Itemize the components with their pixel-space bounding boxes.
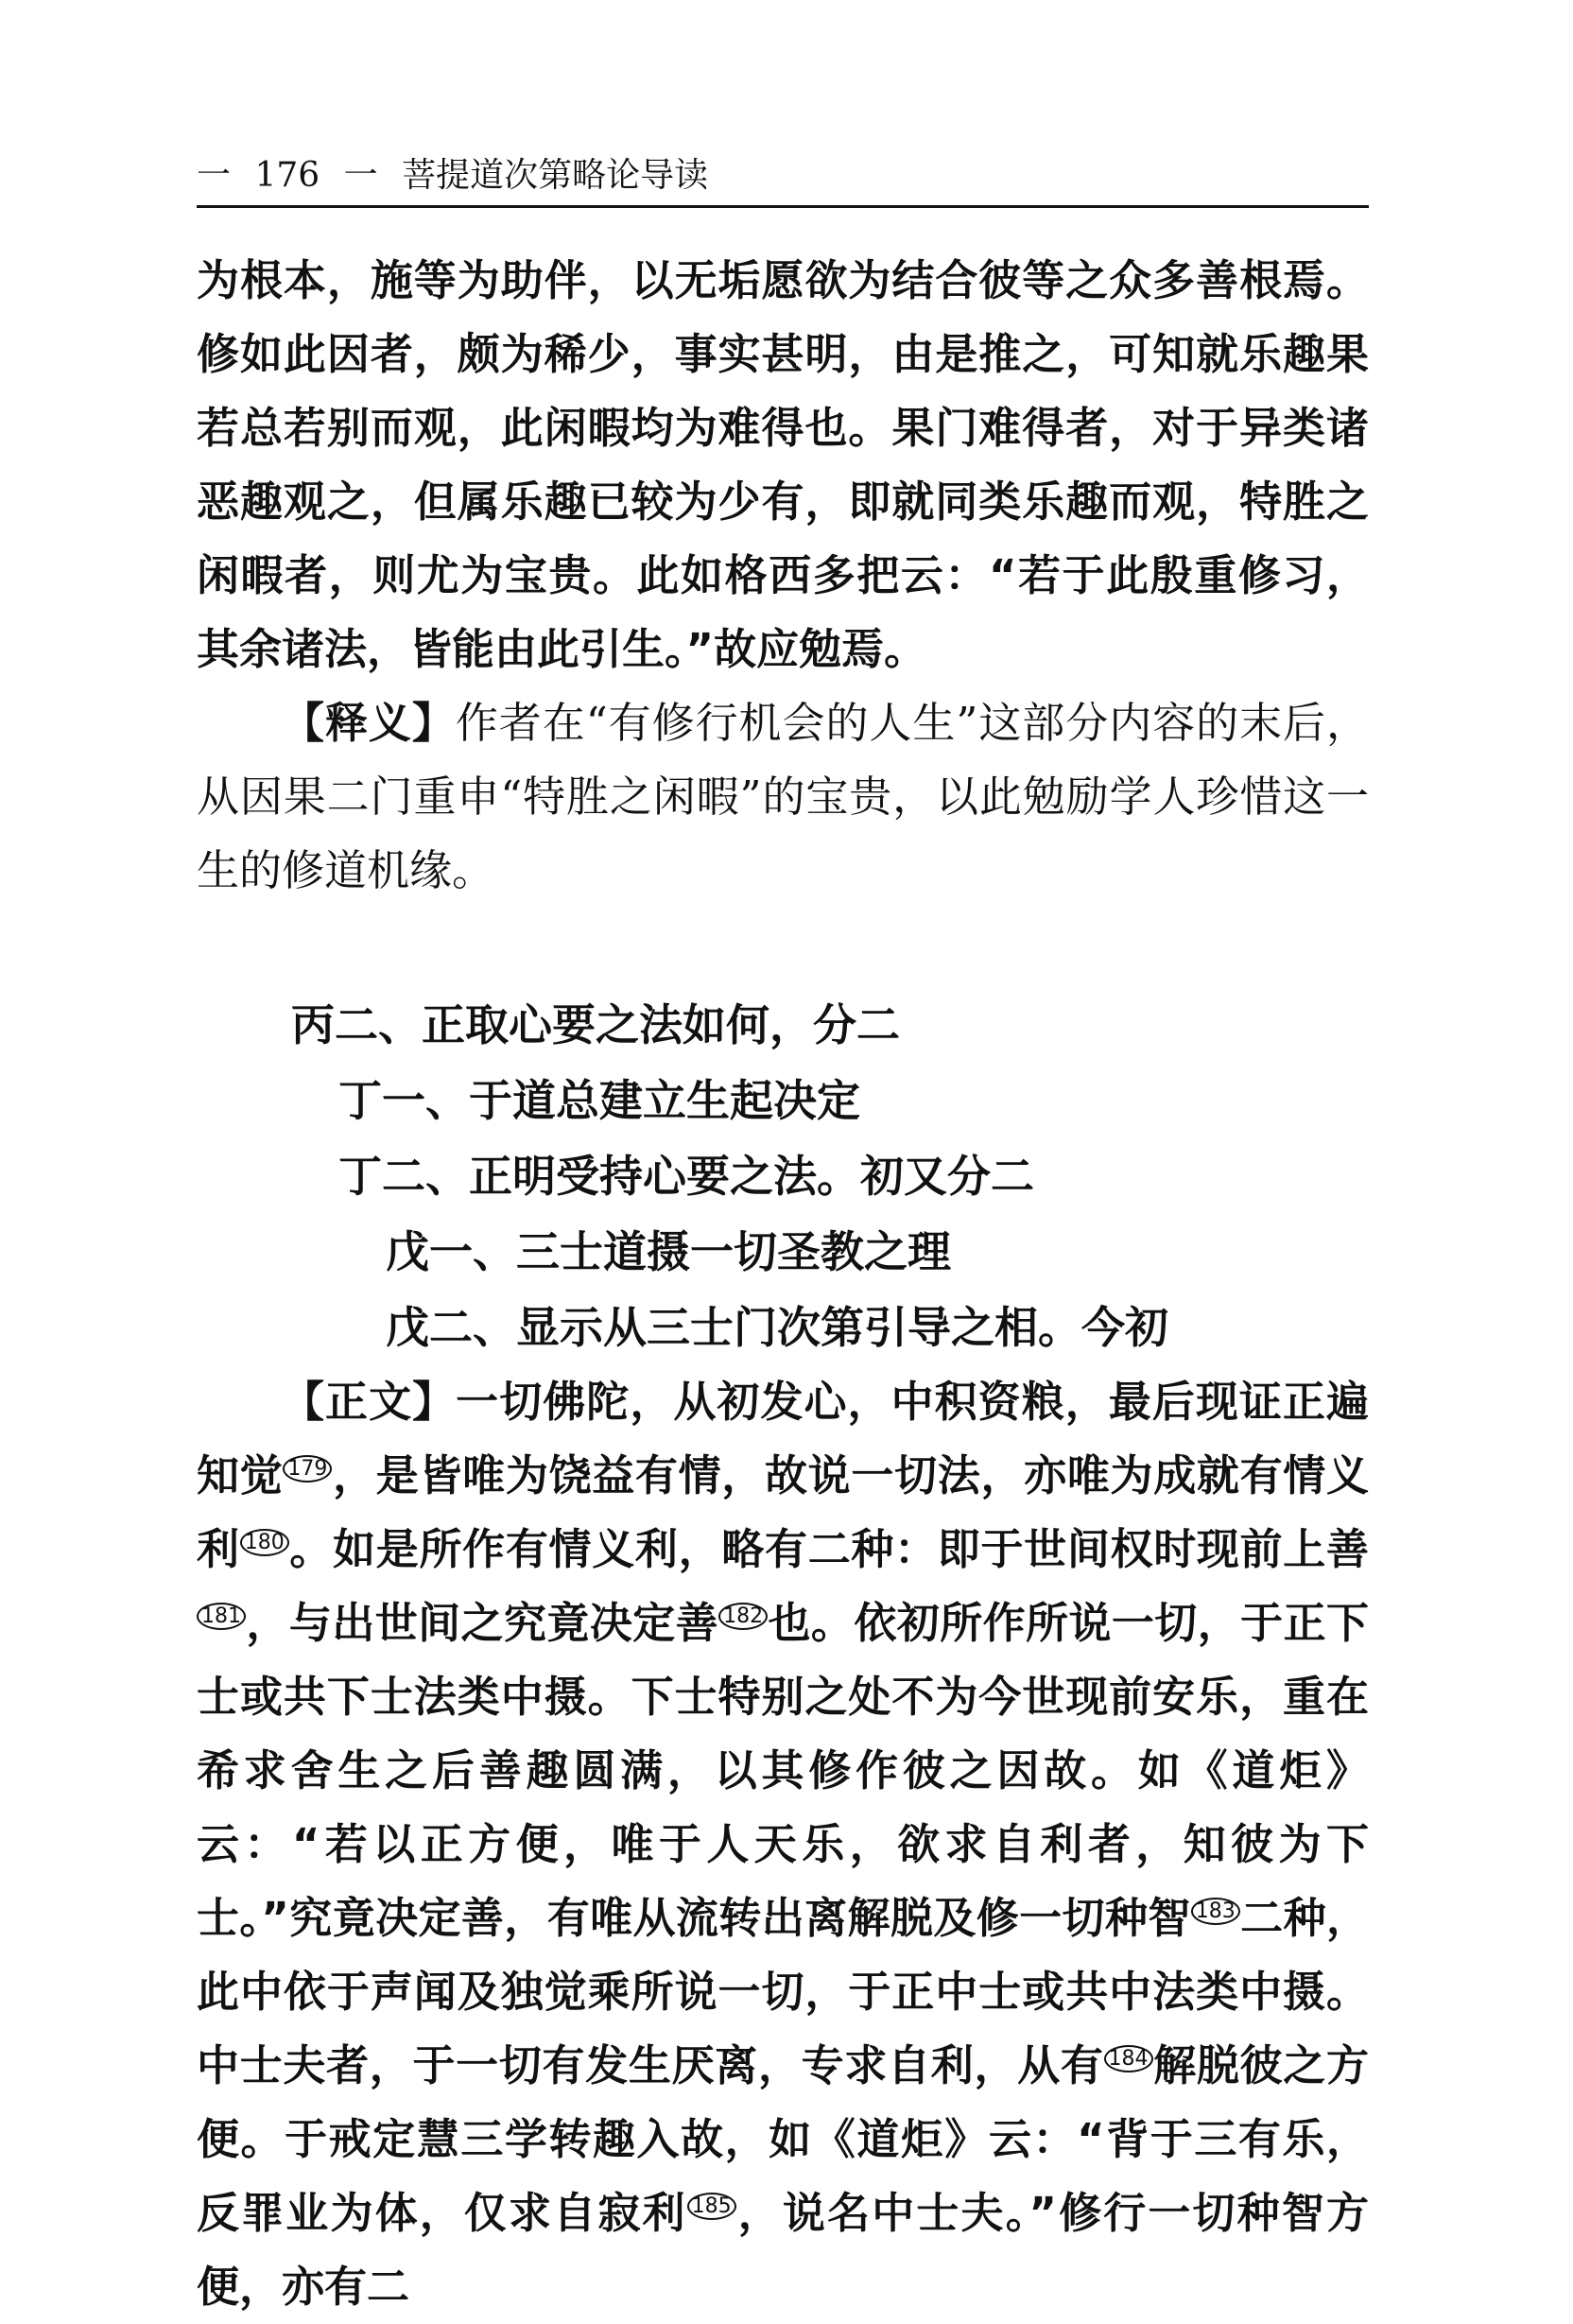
heading-ding1: 丁一、于道总建立生起决定 (338, 1075, 860, 1126)
footnote-marker[interactable]: 183 (1191, 1898, 1240, 1925)
heading-wu1: 戊一、三士道摄一切圣教之理 (386, 1226, 951, 1277)
zhengwen-text-5: 也。依初所作所说一切，于正下士或共下士法类中摄。下士特别之处不为今世现前安乐，重在希求舍生之后善趣圆满，以其修作彼之因故。如《道炬》云：“若以正方便，唯于人天乐，欲求自利者，知彼为下士。”究竟决定善，有唯从流转出离解脱及修一切种智 (197, 1598, 1369, 1943)
section-gap (197, 908, 1369, 987)
zhengwen-text-4: ，与出世间之究竟决定善 (246, 1598, 719, 1648)
heading-ding2: 丁二、正明受持心要之法。初又分二 (338, 1151, 1034, 1202)
zhengwen-text-8: ，说名中士夫。”修行一切种智方便，亦有二 (197, 2188, 1369, 2312)
zhengwen-text-2: ，是皆唯为饶益有情，故说一切法，亦唯为成就有情义利 (197, 1450, 1369, 1574)
page-body (197, 244, 1369, 2324)
footnote-marker[interactable]: 179 (283, 1455, 332, 1483)
footnote-marker[interactable]: 182 (718, 1603, 768, 1630)
footnote-marker[interactable]: 180 (240, 1529, 289, 1556)
book-title: 菩提道次第略论导读 (402, 156, 709, 195)
page-number: 176 (254, 156, 320, 195)
shiyi-text: 作者在“有修行机会的人生”这部分内容的末后，从因果二门重申“特胜之闲暇”的宝贵，以此勉励学人珍惜这一生的修道机缘。 (197, 698, 1369, 895)
zhengwen-text-7: 解脱彼之方便。于戒定慧三学转趣入故，如《道炬》云：“背于三有乐，反罪业为体，仅求自寂利 (197, 2040, 1369, 2238)
footnote-marker[interactable]: 184 (1104, 2045, 1153, 2073)
zhengwen-label: 【正文】 (282, 1377, 457, 1427)
header-rule (197, 205, 1369, 208)
paragraph-zhengwen (197, 1365, 1369, 2324)
header-dash-right: 一 (343, 156, 378, 195)
zhengwen-text-1: 一切佛陀，从初发心，中积资粮，最后现证正遍知觉 (197, 1377, 1369, 1500)
paragraph-continuation: 为根本，施等为助伴，以无垢愿欲为结合彼等之众多善根焉。修如此因者，颇为稀少，事实甚明，由是推之，可知就乐趣果若总若别而观，此闲暇均为难得也。果门难得者，对于异类诸恶趣观之，但属乐趣已较为少有，即就同类乐趣而观，特胜之闲暇者，则尤为宝贵。此如格西多把云：“若于此殷重修习，其余诸法，皆能由此引生。”故应勉焉。 (197, 255, 1369, 674)
heading-wu2: 戊二、显示从三士门次第引导之相。今初 (386, 1302, 1168, 1353)
heading-bing2: 丙二、正取心要之法如何，分二 (291, 999, 900, 1050)
footnote-marker[interactable]: 181 (197, 1603, 246, 1630)
running-header (197, 149, 1369, 202)
zhengwen-text-3: 。如是所作有情义利，略有二种：即于世间权时现前上善 (288, 1524, 1369, 1574)
shiyi-label: 【释义】 (282, 698, 456, 748)
header-dash-left: 一 (197, 156, 232, 195)
footnote-marker[interactable]: 185 (687, 2193, 736, 2220)
zhengwen-text-6: 二种，此中依于声闻及独觉乘所说一切，于正中士或共中法类中摄。中士夫者，于一切有发生厌离，专求自利，从有 (197, 1893, 1369, 2090)
paragraph-shiyi (197, 686, 1369, 908)
